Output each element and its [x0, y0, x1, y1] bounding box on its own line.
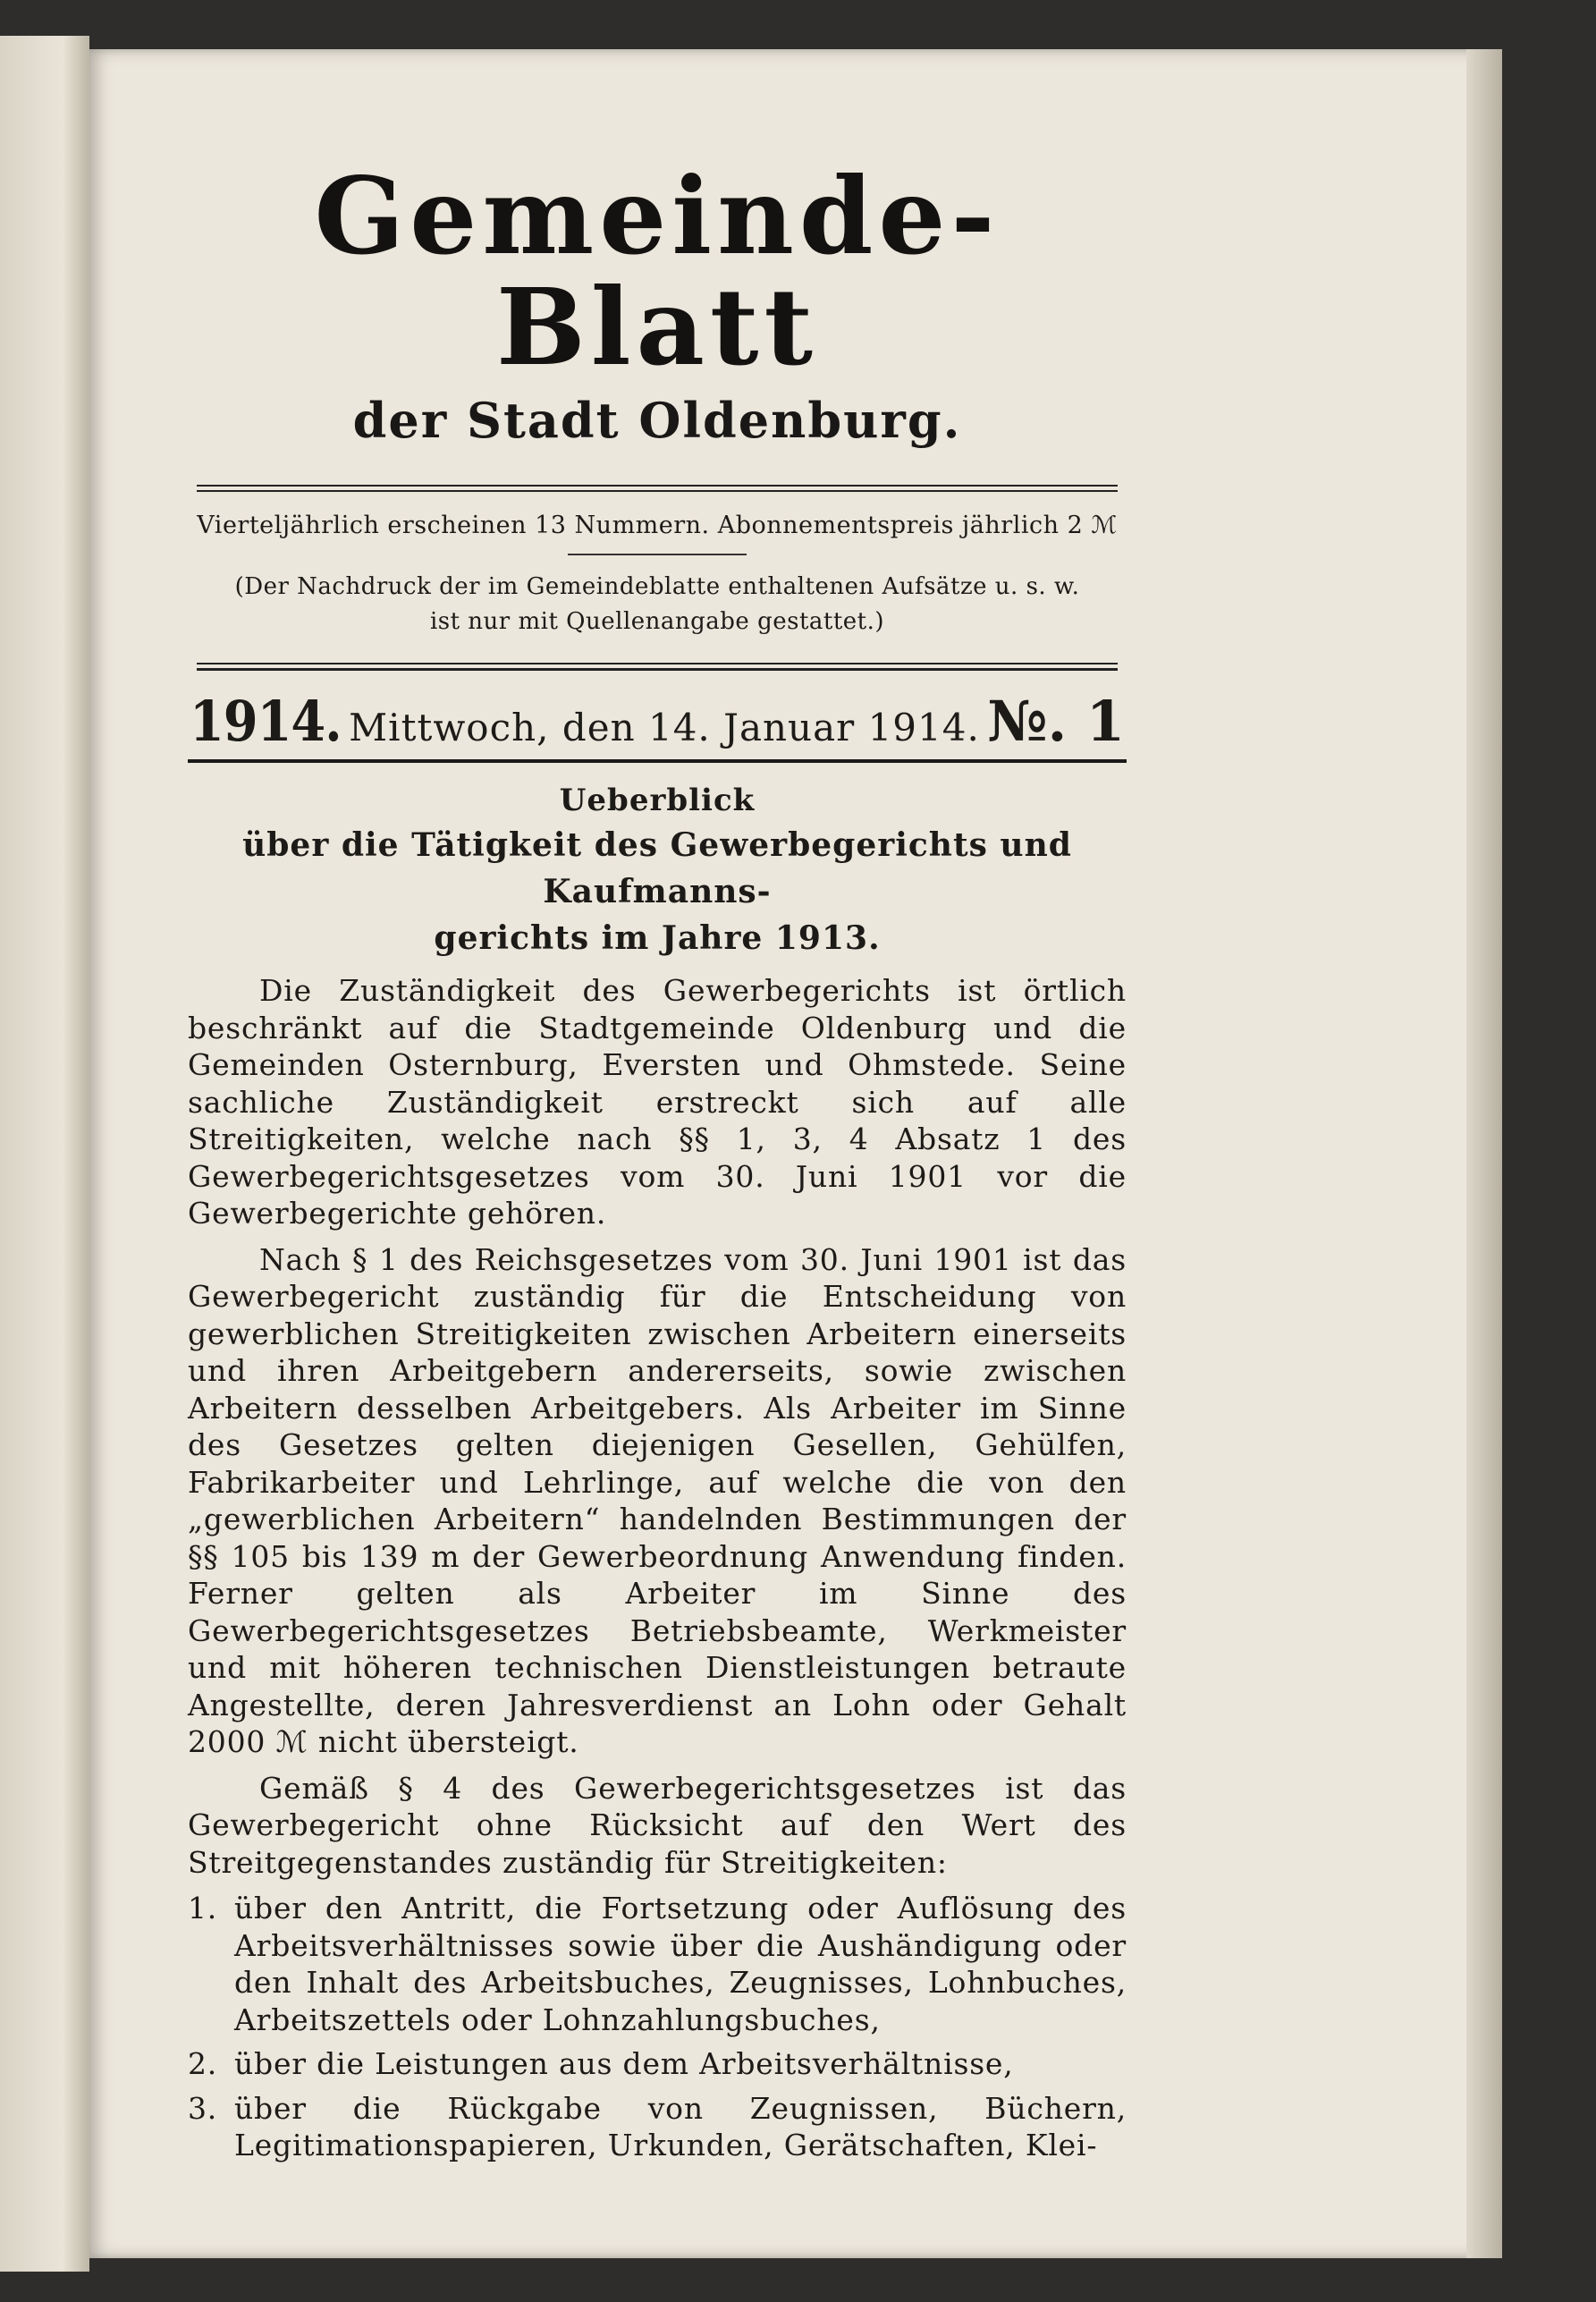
- page-content: [188, 154, 1127, 2171]
- article-subtitle-line: gerichts im Jahre 1913.: [434, 919, 881, 958]
- paragraph: Gemäß § 4 des Gewerbegerichtsgesetzes ist das Gewerbegericht ohne Rücksicht auf den Wert des Streitgegenstandes zuständig für Streitigkeiten:: [188, 1770, 1127, 1880]
- reprint-note: [188, 570, 1127, 639]
- article-body: [188, 972, 1127, 1881]
- list-item: [188, 1890, 1127, 2038]
- article-subtitle: [188, 822, 1127, 962]
- list-item-number: 2.: [188, 2046, 218, 2082]
- issue-year: 1914.: [190, 688, 342, 754]
- list-item-text: über die Leistungen aus dem Arbeitsverhältnisse,: [234, 2046, 1014, 2082]
- left-page-edge: [0, 36, 89, 2272]
- dateline: [188, 689, 1127, 754]
- masthead-subtitle: der Stadt Oldenburg.: [352, 391, 962, 449]
- list-item-number: 1.: [188, 1891, 218, 1926]
- list-item: [188, 2090, 1127, 2164]
- article-subtitle-line: über die Tätigkeit des Gewerbegerichts und Kaufmanns-: [242, 825, 1072, 910]
- list-item-text: über den Antritt, die Fortsetzung oder Auflösung des Arbeitsverhältnisses sowie über die Aushändigung oder den Inhalt des Arbeitsbuches, Zeugnisses, Lohnbuches, Arbeitszettels oder Lohnzahlungsbuches,: [234, 1891, 1127, 2037]
- paragraph: Die Zuständigkeit des Gewerbegerichts ist örtlich beschränkt auf die Stadtgemeinde Oldenburg und die Gemeinden Osternburg, Eversten und Ohmstede. Seine sachliche Zuständigkeit erstreckt sich auf alle Streitigkeiten, welche nach §§ 1, 3, 4 Absatz 1 des Gewerbegerichtsgesetzes vom 30. Juni 1901 vor die Gewerbegerichte gehören.: [188, 973, 1127, 1231]
- reprint-note-line: ist nur mit Quellenangabe gestattet.): [429, 607, 885, 635]
- list-item-text: über die Rückgabe von Zeugnissen, Büchern, Legitimationspapieren, Urkunden, Gerätschaften, Klei-: [234, 2090, 1127, 2163]
- divider: [197, 663, 1118, 671]
- masthead-title: Gemeinde-Blatt: [314, 154, 1001, 389]
- paragraph: Nach § 1 des Reichsgesetzes vom 30. Juni 1901 ist das Gewerbegericht zuständig für die Entscheidung von gewerblichen Streitigkeiten zwischen Arbeitern einerseits und ihren Arbeitgebern andererseits, sowie zwischen Arbeitern desselben Arbeitgebers. Als Arbeiter im Sinne des Gesetzes gelten diejenigen Gesellen, Gehülfen, Fabrikarbeiter und Lehrlinge, auf welche die von den „gewerblichen Arbeitern“ handelnden Bestimmungen der §§ 105 bis 139 m der Gewerbeordnung Anwendung finden. Ferner gelten als Arbeiter im Sinne des Gewerbegerichtsgesetzes Betriebsbeamte, Werkmeister und mit höheren technischen Dienstleistungen betraute Angestellte, deren Jahresverdienst an Lohn oder Gehalt 2000 ℳ nicht übersteigt.: [188, 1241, 1127, 1760]
- issue-number: №. 1: [987, 688, 1125, 754]
- divider: [568, 554, 747, 555]
- divider: [188, 759, 1127, 763]
- issue-date: Mittwoch, den 14. Januar 1914.: [349, 705, 980, 749]
- page-right-edge: [1466, 49, 1502, 2258]
- subscription-line: Vierteljährlich erscheinen 13 Nummern. Abonnementspreis jährlich 2 ℳ: [197, 511, 1118, 539]
- list-item-number: 3.: [188, 2090, 218, 2126]
- reprint-note-line: (Der Nachdruck der im Gemeindeblatte enthaltenen Aufsätze u. s. w.: [234, 572, 1080, 600]
- divider: [197, 485, 1118, 492]
- jurisdiction-list: [188, 1890, 1127, 2164]
- article-title: Ueberblick: [559, 782, 756, 818]
- list-item: [188, 2045, 1127, 2083]
